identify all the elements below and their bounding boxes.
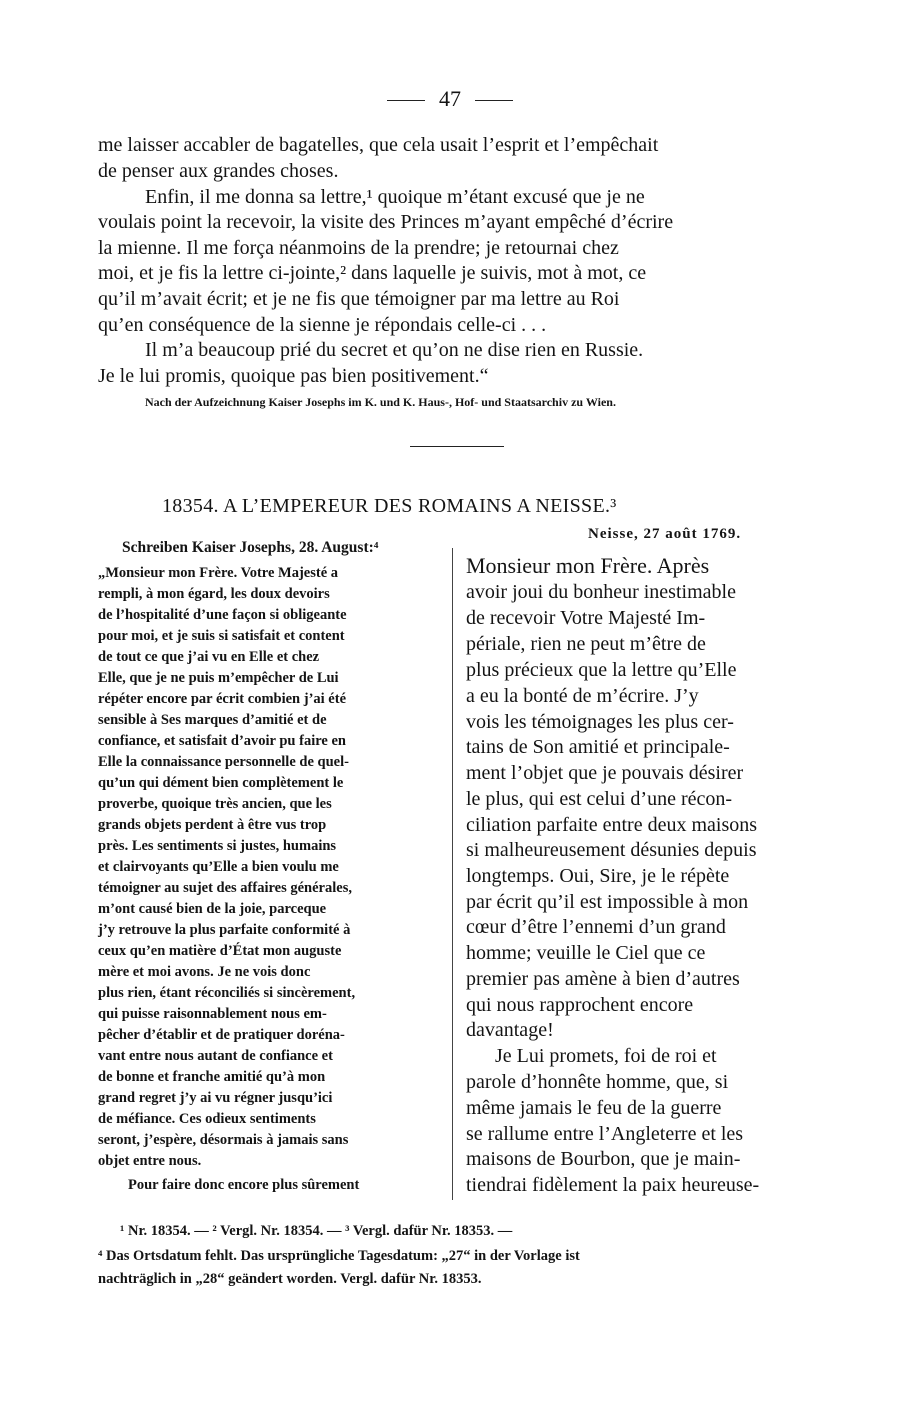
right-line: ciliation parfaite entre deux maisons — [466, 814, 758, 836]
main-line: moi, et je fis la lettre ci-jointe,² dans laquelle je suivis, mot à mot, ce — [98, 262, 647, 284]
source-note: Nach der Aufzeichnung Kaiser Josephs im K. und K. Haus-, Hof- und Staatsarchiv zu Wien. — [145, 395, 616, 409]
right-line: Monsieur mon Frère. Après — [466, 553, 710, 578]
left-line: témoigner au sujet des affaires générales, — [98, 880, 352, 896]
footnote-line: ¹ Nr. 18354. — ² Vergl. Nr. 18354. — ³ Vergl. dafür Nr. 18353. — — [120, 1223, 513, 1239]
right-line: le plus, qui est celui d’une récon- — [466, 788, 733, 810]
footnote-line: ⁴ Das Ortsdatum fehlt. Das ursprüngliche Tagesdatum: „27“ in der Vorlage ist — [98, 1248, 580, 1264]
left-line: plus rien, étant réconciliés si sincèrement, — [98, 985, 356, 1001]
right-line: longtemps. Oui, Sire, je le répète — [466, 865, 730, 887]
left-line: de méfiance. Ces odieux sentiments — [98, 1111, 316, 1127]
main-line: voulais point la recevoir, la visite des Princes m’ayant empêché d’écrire — [98, 211, 674, 233]
left-line: confiance, et satisfait d’avoir pu faire en — [98, 733, 346, 749]
right-line: même jamais le feu de la guerre — [466, 1097, 722, 1119]
left-line: „Monsieur mon Frère. Votre Majesté a — [98, 565, 339, 581]
left-line: grands objets perdent à être vus trop — [98, 817, 327, 833]
left-line: de l’hospitalité d’une façon si obligeante — [98, 607, 347, 623]
left-line: Elle la connaissance personnelle de quel- — [98, 754, 349, 770]
main-line: me laisser accabler de bagatelles, que cela usait l’esprit et l’empêchait — [98, 134, 659, 156]
right-line: a eu la bonté de m’écrire. J’y — [466, 685, 699, 707]
right-line: premier pas amène à bien d’autres — [466, 968, 740, 990]
left-line: ceux qu’en matière d’État mon auguste — [98, 943, 342, 959]
left-line: seront, j’espère, désormais à jamais sans — [98, 1132, 349, 1148]
main-line: Enfin, il me donna sa lettre,¹ quoique m’étant excusé que je ne — [145, 186, 645, 208]
left-line: de bonne et franche amitié qu’à mon — [98, 1069, 326, 1085]
right-line: davantage! — [466, 1019, 554, 1041]
right-line: se rallume entre l’Angleterre et les — [466, 1123, 744, 1145]
right-line: si malheureusement désunies depuis — [466, 839, 757, 861]
left-line: près. Les sentiments si justes, humains — [98, 838, 337, 854]
main-line: qu’il m’avait écrit; et je ne fis que témoigner par ma lettre au Roi — [98, 288, 620, 310]
left-line: répéter encore par écrit combien j’ai été — [98, 691, 347, 707]
page-number-dash-right — [475, 100, 513, 101]
right-line: tains de Son amitié et principale- — [466, 736, 730, 758]
letter-heading: 18354. A L’EMPEREUR DES ROMAINS A NEISSE.³ — [162, 495, 617, 517]
main-line: de penser aux grandes choses. — [98, 160, 339, 182]
left-line: mère et moi avons. Je ne vois donc — [98, 964, 311, 980]
left-line: rempli, à mon égard, les doux devoirs — [98, 586, 330, 602]
left-line: sensible à Ses marques d’amitié et de — [98, 712, 327, 728]
section-divider — [410, 446, 504, 447]
right-line: Je Lui promets, foi de roi et — [495, 1045, 717, 1067]
left-line: qui puisse raisonnablement nous em- — [98, 1006, 327, 1022]
left-line: proverbe, quoique très ancien, que les — [98, 796, 332, 812]
right-line: avoir joui du bonheur inestimable — [466, 581, 736, 603]
left-line: Elle, que je ne puis m’empêcher de Lui — [98, 670, 339, 686]
column-divider — [452, 548, 453, 1200]
footnote-line: nachträglich in „28“ geändert worden. Vergl. dafür Nr. 18353. — [98, 1271, 482, 1287]
right-line: cœur d’être l’ennemi d’un grand — [466, 916, 726, 938]
left-line: vant entre nous autant de confiance et — [98, 1048, 333, 1064]
right-line: par écrit qu’il est impossible à mon — [466, 891, 749, 913]
left-line: Schreiben Kaiser Josephs, 28. August:⁴ — [122, 539, 379, 556]
right-line: périale, rien ne peut m’être de — [466, 633, 706, 655]
right-line: vois les témoignages les plus cer- — [466, 711, 734, 733]
right-line: qui nous rapprochent encore — [466, 994, 694, 1016]
place-date: Neisse, 27 août 1769. — [588, 526, 742, 542]
left-line: de tout ce que j’ai vu en Elle et chez — [98, 649, 320, 665]
page-number: 47 — [439, 86, 461, 111]
left-line: pêcher d’établir et de pratiquer doréna- — [98, 1027, 345, 1043]
right-line: homme; veuille le Ciel que ce — [466, 942, 706, 964]
right-line: ment l’objet que je pouvais désirer — [466, 762, 744, 784]
page-number-dash-left — [387, 100, 425, 101]
right-line: parole d’honnête homme, que, si — [466, 1071, 729, 1093]
right-line: de recevoir Votre Majesté Im- — [466, 607, 706, 629]
right-line: maisons de Bourbon, que je main- — [466, 1148, 741, 1170]
main-line: Je le lui promis, quoique pas bien positivement.“ — [98, 365, 489, 387]
right-line: tiendrai fidèlement la paix heureuse- — [466, 1174, 760, 1196]
left-line: Pour faire donc encore plus sûrement — [128, 1177, 360, 1193]
left-line: grand regret j’y ai vu régner jusqu’ici — [98, 1090, 333, 1106]
main-line: la mienne. Il me força néanmoins de la prendre; je retournai chez — [98, 237, 619, 259]
left-line: et clairvoyants qu’Elle a bien voulu me — [98, 859, 339, 875]
main-line: Il m’a beaucoup prié du secret et qu’on ne dise rien en Russie. — [145, 339, 644, 361]
left-line: qu’un qui dément bien complètement le — [98, 775, 344, 791]
left-line: pour moi, et je suis si satisfait et content — [98, 628, 345, 644]
main-line: qu’en conséquence de la sienne je répondais celle-ci . . . — [98, 314, 547, 336]
left-line: j’y retrouve la plus parfaite conformité à — [98, 922, 351, 938]
right-line: plus précieux que la lettre qu’Elle — [466, 659, 737, 681]
left-line: m’ont causé bien de la joie, parceque — [98, 901, 327, 917]
page-number-header — [0, 86, 900, 112]
left-line: objet entre nous. — [98, 1153, 202, 1169]
